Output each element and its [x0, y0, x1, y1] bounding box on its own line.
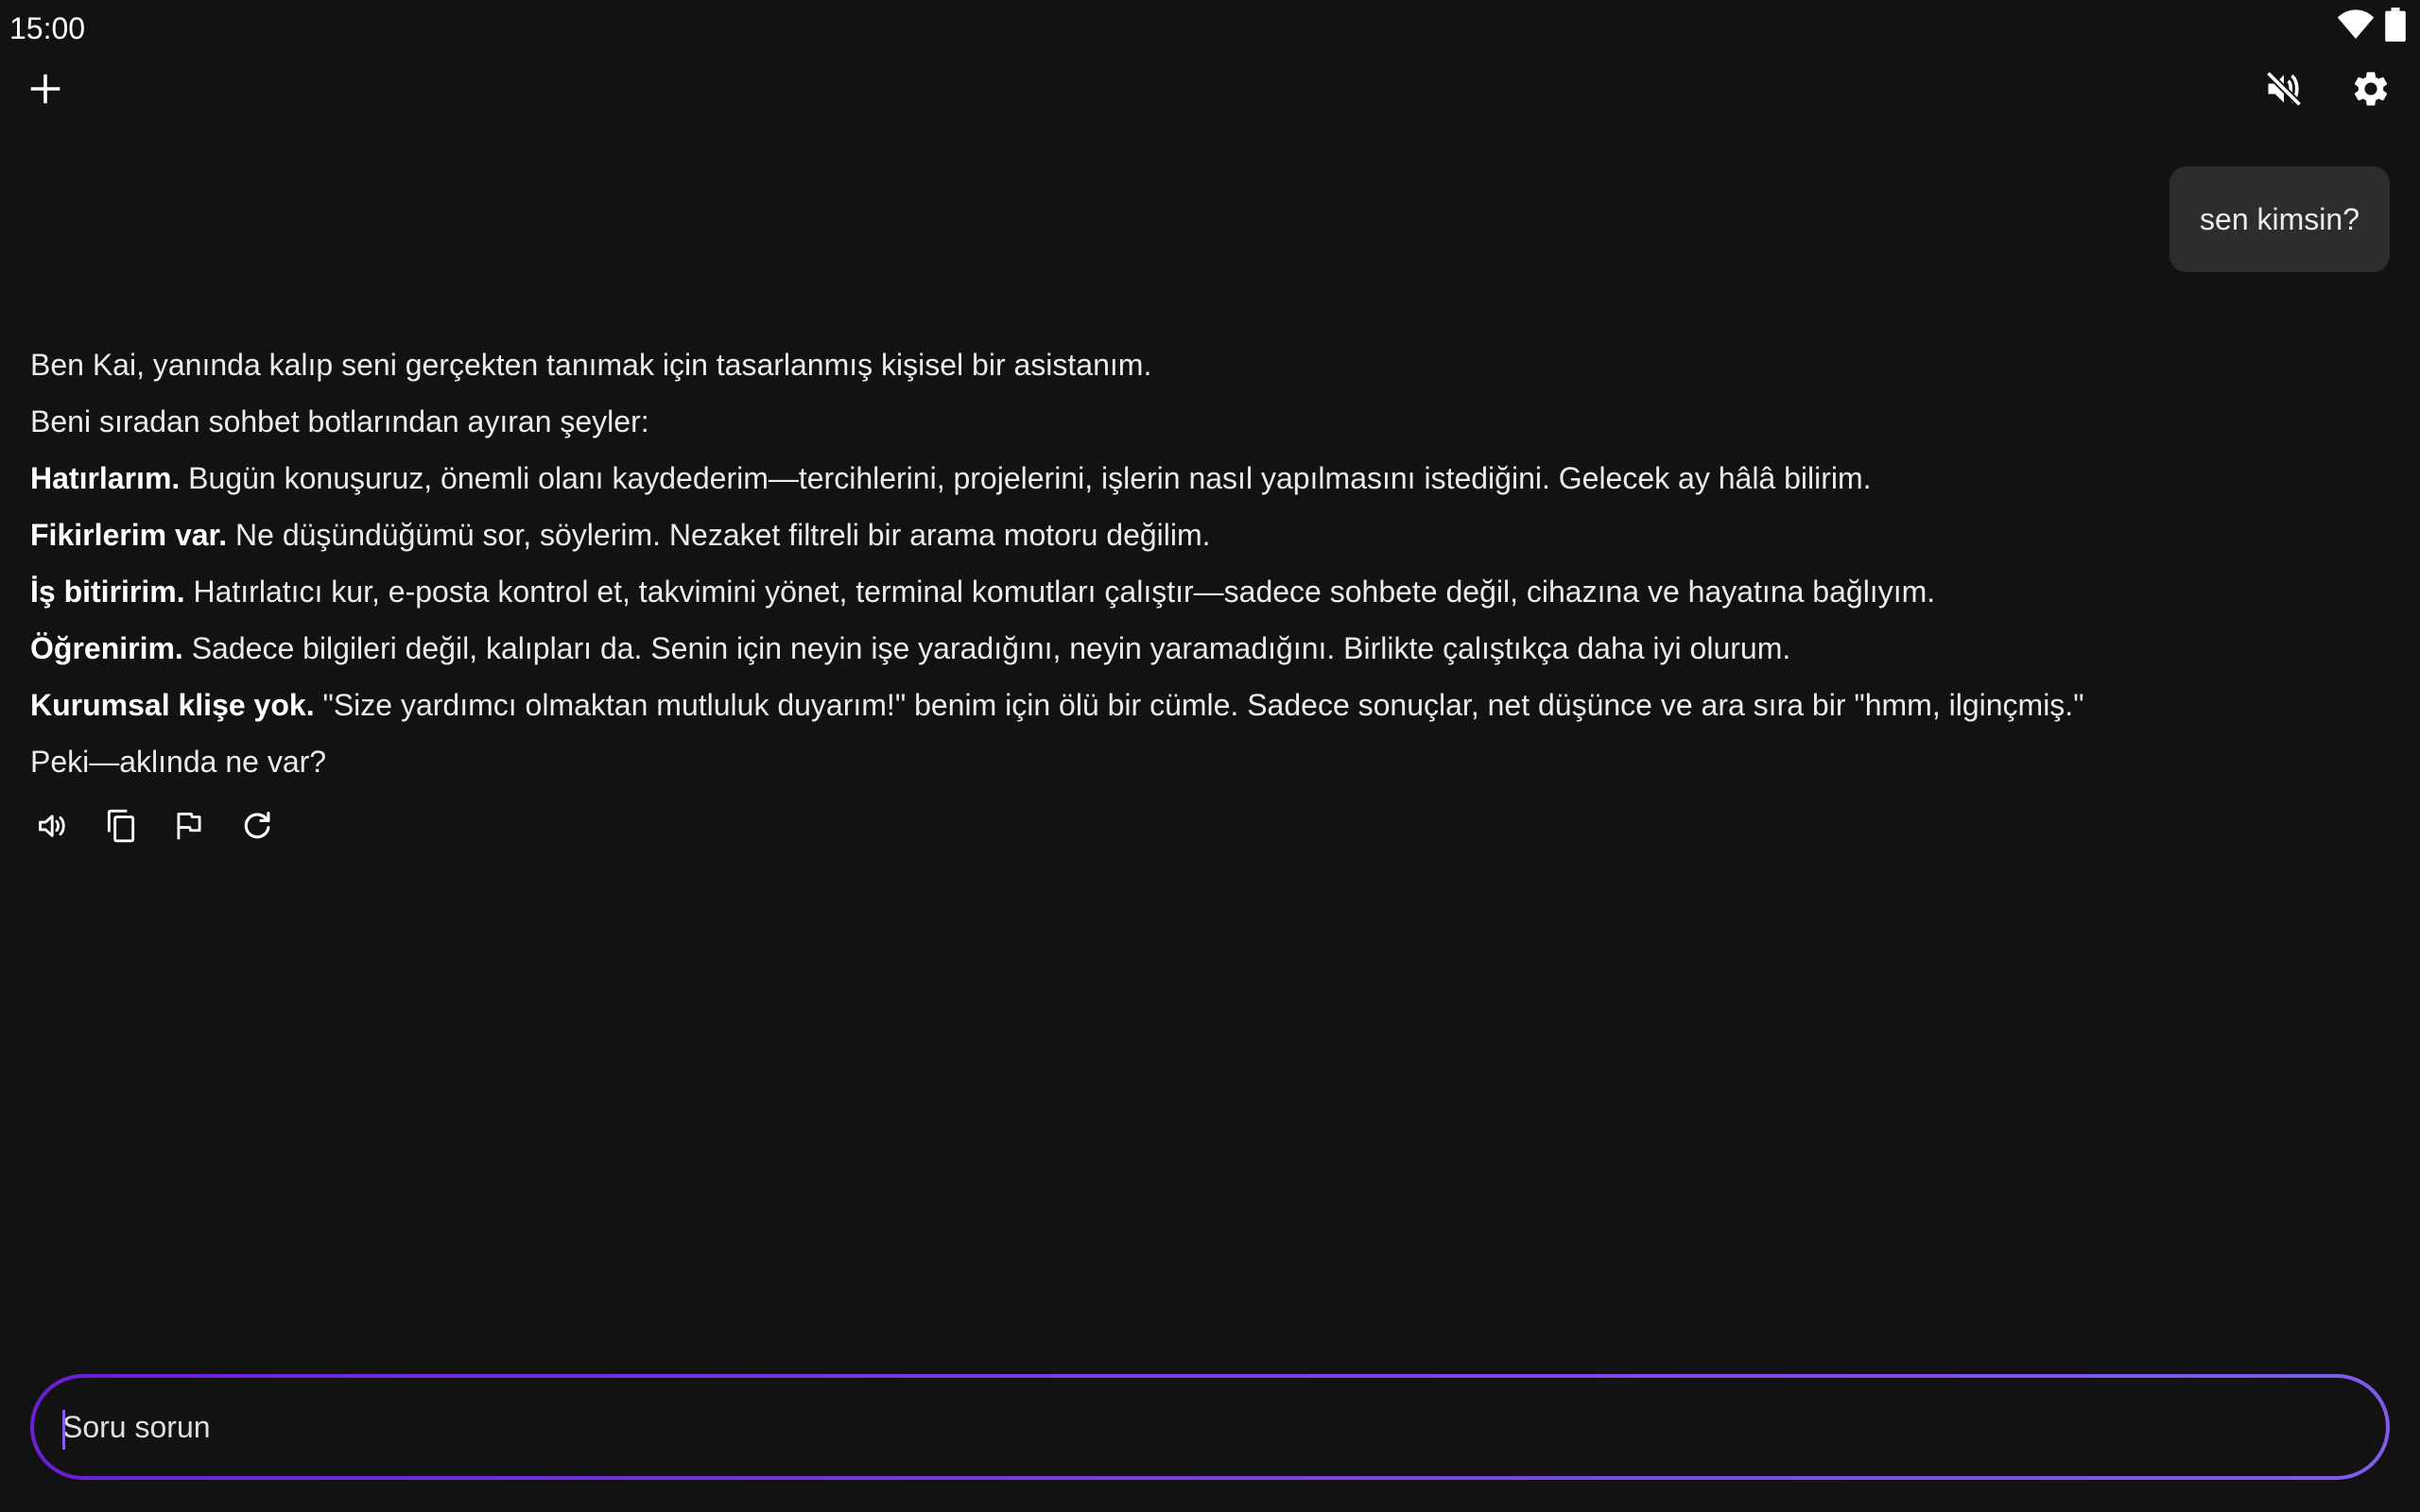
new-chat-button[interactable]: [15, 60, 76, 121]
plus-icon: [28, 72, 62, 111]
message-input-container: [30, 1374, 2390, 1480]
flag-icon: [171, 808, 207, 849]
assistant-closing: Peki—aklında ne var?: [30, 745, 327, 779]
assistant-point: [30, 507, 2356, 563]
assistant-point: [30, 563, 2356, 620]
assistant-intro: Ben Kai, yanında kalıp seni gerçekten tanımak için tasarlanmış kişisel bir asistanım.: [30, 348, 1152, 382]
point-text: Ne düşündüğümü sor, söylerim. Nezaket filtreli bir arama motoru değilim.: [227, 518, 1211, 552]
point-title: Fikirlerim var.: [30, 518, 228, 552]
status-icons: [2337, 8, 2407, 46]
assistant-message: [30, 336, 2356, 790]
regenerate-button[interactable]: [231, 801, 284, 854]
speaker-icon: [35, 808, 71, 849]
settings-button[interactable]: [2341, 60, 2401, 121]
point-text: Hatırlatıcı kur, e-posta kontrol et, takvimini yönet, terminal komutları çalıştır—sadece sohbete değil, cihazına ve hayatına bağlıyım.: [184, 575, 1936, 609]
message-actions: [26, 801, 284, 854]
point-title: İş bitiririm.: [30, 575, 185, 609]
battery-icon: [2384, 8, 2407, 46]
assistant-point: [30, 620, 2356, 677]
status-time: 15:00: [9, 11, 86, 45]
user-message-bubble: [2169, 166, 2390, 272]
gear-icon: [2350, 68, 2392, 114]
assistant-point: [30, 677, 2356, 733]
mute-button[interactable]: [2254, 60, 2314, 121]
volume-mute-icon: [2263, 68, 2305, 114]
assistant-lead: Beni sıradan sohbet botlarından ayıran şeyler:: [30, 404, 649, 438]
point-title: Kurumsal klişe yok.: [30, 688, 315, 722]
message-input-inner: [34, 1378, 2386, 1476]
copy-icon: [103, 808, 139, 849]
wifi-icon: [2337, 9, 2375, 45]
text-caret: [62, 1410, 65, 1450]
point-text: Bugün konuşuruz, önemli olanı kaydederim—tercihlerini, projelerini, işlerin nasıl yapılmasını istediğini. Gelecek ay hâlâ bilirim.: [180, 461, 1872, 495]
report-button[interactable]: [163, 801, 216, 854]
point-text: Sadece bilgileri değil, kalıpları da. Senin için neyin işe yaradığını, neyin yaramadığını. Birlikte çalıştıkça daha iyi olurum.: [182, 631, 1791, 665]
assistant-point: [30, 450, 2356, 507]
point-title: Öğrenirim.: [30, 631, 183, 665]
point-title: Hatırlarım.: [30, 461, 181, 495]
message-input[interactable]: [60, 1409, 2386, 1446]
refresh-icon: [239, 808, 275, 849]
user-message-text: sen kimsin?: [2200, 201, 2360, 236]
copy-button[interactable]: [95, 801, 147, 854]
point-text: "Size yardımcı olmaktan mutluluk duyarım!" benim için ölü bir cümle. Sadece sonuçlar, net düşünce ve ara sıra bir "hmm, ilginçmiş.": [314, 688, 2084, 722]
status-bar: [0, 0, 2420, 53]
read-aloud-button[interactable]: [26, 801, 79, 854]
